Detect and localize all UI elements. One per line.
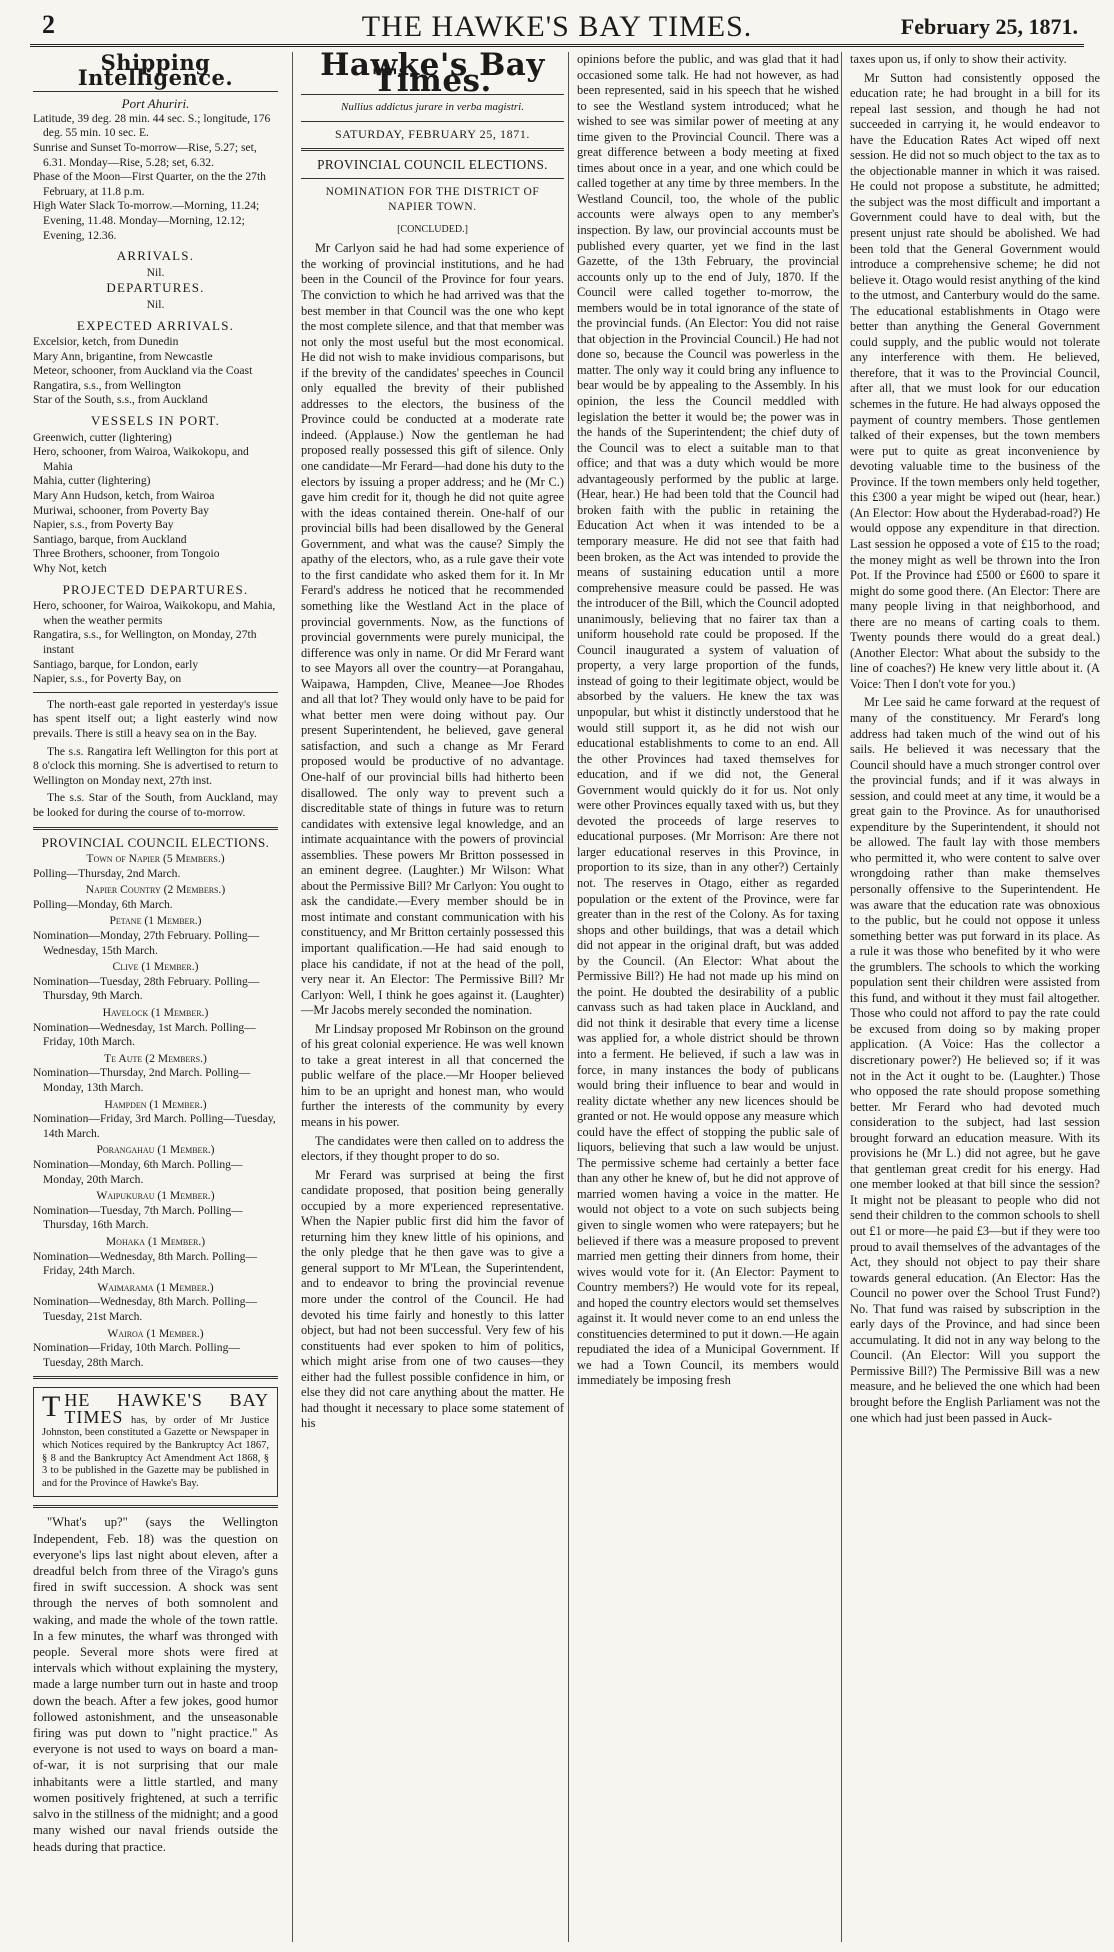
notice-dropcap: T: [42, 1390, 61, 1424]
shipping-heading: Shipping Intelligence.: [77, 52, 234, 90]
article-paragraph: Mr Lee said he came forward at the request of many of the constituency. Mr Ferard's long address had taken much of the wind out of his sails. He believed it was necessary that the Council should have a much stronger control over the provincial funds; and if it was always in session, and could meet at any time, it would be a great gain to the Province. As for unauthorised expenditure by the Superintendent, it should not be allowed. The fault lay with those members who permitted it, who were content to salve over wrongdoing rather than make themselves personally offensive to the Superintendent. He was aware that the education rate was obnoxious to the public, but he could not oppose it unless something better was put forward in its place. As a rule it was those who benefited by it who were the grumblers. The schools to which the working population sent their children were assisted from this fund, and without it they must fail altogether. Those who could not afford to pay the rate could be excused from doing so by making proper application. (A Voice: Has the collector a discretionary power?) He believed so; if it was not in the Act it ought to be. (Laughter.) Those who opposed the rate should propose something better. Mr Ferard who had devoted much consideration to the subject, had last session brought forward an education measure. With its provisions he (Mr L.) did not agree, but he gave that gentleman great credit for his energy. Had one member looked at that bill since the session? It might not be pleasant to people who did not send their children to the common schools to shell out £1 or more—he paid £3—but if they were too proud to avail themselves of the advantages of the Act, they should not object to pay their share towards general education. (An Elector: Has the Council no power over the School Trust Fund?) No. That fund was raised by subscription in the early days of the Province, and had since been accumulating. It did not in any way belong to the Council. (An Elector: Will you support the Permissive Bill?) The Permissive Bill was a new measure, and he believed the one which had been brought before the English Parliament was not the one which had just been passed in Auck-: [850, 695, 1100, 1425]
list-item: Muriwai, schooner, from Poverty Bay: [33, 503, 209, 517]
shipping-paragraph: The s.s. Rangatira left Wellington for this port at 8 o'clock this morning. She is advertised to return to Wellington on Monday next, 27th inst.: [33, 744, 278, 787]
arrivals-heading: ARRIVALS.: [116, 248, 195, 264]
elections-list: [33, 852, 278, 1370]
expected-heading: EXPECTED ARRIVALS.: [76, 317, 235, 333]
election-seat: Mohaka (1 Member.): [105, 1234, 206, 1248]
list-item: Meteor, schooner, from Auckland via the Coast: [33, 364, 253, 378]
port-info-line: Latitude, 39 deg. 28 min. 44 sec. S.; longitude, 176 deg. 55 min. 10 sec. E.: [33, 111, 271, 140]
concluded-label: [CONCLUDED.]: [397, 223, 468, 235]
issue-date: February 25, 1871.: [900, 14, 1078, 39]
election-seat: Napier Country (2 Members.): [85, 883, 226, 897]
election-seat: Waipukurau (1 Member.): [96, 1189, 215, 1203]
masthead: [30, 8, 1084, 47]
column-1: [33, 52, 278, 1942]
election-schedule: Polling—Thursday, 2nd March.: [33, 866, 181, 880]
list-item: Hero, schooner, for Wairoa, Waikokopu, and Mahia, when the weather permits: [33, 599, 276, 627]
notice-body: has, by order of Mr Justice Johnston, been constituted a Gazette or Newspaper in which Notices required by the Bankruptcy Act 1867, § 8 and the Bankruptcy Act Amendment Act 1868, § 3 to be published in the Gazette may be published in and for the Province of Hawke's Bay.: [42, 1414, 270, 1489]
list-item: Why Not, ketch: [33, 562, 107, 575]
port-info-line: Sunrise and Sunset To-morrow—Rise, 5.27; set, 6.31. Monday—Rise, 5.28; set, 6.32.: [33, 140, 257, 169]
paper-title: THE HAWKE'S BAY TIMES.: [361, 10, 753, 43]
election-seat: Hampden (1 Member.): [104, 1097, 207, 1111]
port-info: [33, 112, 278, 243]
list-item: Mahia, cutter (lightering): [33, 474, 151, 488]
election-seat: Waimarama (1 Member.): [97, 1280, 214, 1294]
article-paragraph: opinions before the public, and was glad that it had occasioned some talk. He had not however, as had been represented, said in his speech that he wished to see the Westland system introduced; what he wished to see was similar power of meeting at any time given to the Provincial Council. There was a great difference between a body meeting at fixed times about once in a year, and one which could be called together at any time by three members. In the Westland Council, too, the whole of the public accounts were always open to any member's inspection. By law, our provincial accounts must be published every quarter, yet we find in the last Gazette, of the 13th February, the provincial accounts only up to the end of July, 1870. If the Council were called together to-morrow, the members would be in total ignorance of the state of the provincial funds. (An Elector: You did not raise that objection in the Provincial Council.) He had not done so, because the Council was powerless in the matter. The only way it could bring any influence to bear would be by appealing to the Assembly. In his opinion, the less the Council meddled with legislation the better it would be; the power was in the hands of the Superintendent; the chief duty of the Council was to elect a suitable man to that office; and that was a duty which would be more advantageously performed by the public at large. (Hear, hear.) He had been told that the Council had broken faith with the public in retaining the Education Act when it was intended to be a temporary measure. He did not see that faith had been broken, as the Act was intended to provide the means of sustaining education until a more comprehensive measure could be passed. He was the introducer of the Bill, which the Council adopted unanimously, believing that no fairer tax than a uniform household rate could be proposed. If the Council inaugurated a system of valuation of property, a very large proportion of the funds, instead of going to their legitimate object, would be absorbed by the valuers. He knew the tax was unpopular, but whist it distinctly understood that he would still support it, as he did not wish our educational establishments to come to an end. All the other Provinces had taxed themselves for education, and if we did not, the General Government would quickly do it for us. Not only were other Provinces equally taxed with us, but they devoted the proceeds of large reserves to educational purposes. (Mr Morrison: Are there not larger educational reserves in this Province, in proportion to its size, than in any other?) Certainly not. The reserves in Otago, either as regarded population or the extent of the Province, were far greater than in the rest of the Colony. As for taxing shops and other buildings, that was a detail which did not appear in the original draft, but was added by the Council. (An Elector: What about the Permissive Bill?) He had not made up his mind on the point. He doubted the desirability of a public canvass such as had taken place in Auckland, and did not think it desirable that every time a license was applied for, a whole district should be thrown into a ferment. He believed, if such a law was in force, in many instances the body of publicans would bring their influence to bear and would in reality dictate whether any new licences should be granted or not. He would oppose any measure which could have the effect of stopping the public sale of liquors, believing that such a law would be unjust. The permissive scheme had certainly a better face than any other he knew of, but he did not approve of married women having a voice in the matter. He would not object to a vote on such subjects being given to single women who were ratepayers; but he believed if there was a measure proposed to prevent married men getting their dinners from home, their wives would vote for it. (An Elector: Payment to Country members?) He would vote for its repeal, and hoped the country electors would set themselves against it. It would never come to an end unless the constituencies determined to put it down.—He again repudiated the idea of a Municipal Government. If we had a Town Council, its members would immediately be imposing fresh: [577, 52, 839, 1388]
shipping-paragraph: The s.s. Star of the South, from Auckland, may be looked for during the course of to-morrow.: [33, 791, 278, 819]
election-schedule: Nomination—Wednesday, 8th March. Polling—Friday, 24th March.: [33, 1249, 258, 1278]
article-paragraph: taxes upon us, if only to show their activity.: [850, 52, 1067, 66]
election-seat: Clive (1 Member.): [112, 960, 199, 974]
article-paragraph: Mr Sutton had consistently opposed the education rate; he had brought in a bill for its repeal last session, and though he had not succeeded in carrying it, he would endeavor to have the Education Rates Act wiped off next session. He did not so much object to the tax as to the objectionable manner in which it was raised. He could not propose a substitute, he admitted; the subject was the most difficult and important a Government could have to deal with, but the present unjust rate should be abolished. We had been told that the General Government would introduce a comprehensive scheme; he did not believe it. Otago would resist anything of the kind to the utmost, and Canterbury would do the same. The educational establishments in Otago were better than anything the General Government could supply, and the public would not tolerate any interference with them. He believed, therefore, that it was to the Provincial Council, after all, that we must look for our education schemes in the future. He had always opposed the payment of country members. Those gentlemen talked of their expenses, but the town members were put to quite as great inconvenience by devoting valuable time to the business of the Province. If the town members only held together, this £300 a year might be wiped out (hear, hear.) (An Elector: How about the Hyderabad-road?) He would oppose any expenditure in that direction. Last session he opposed a vote of £15 to the road; the money might as well be thrown into the Iron Pot. If the Province had £500 or £600 to spare it might do some good there. (An Elector: There are many people living in that neighborhood, and there are no means of carting coals to them. Twenty pounds there would do a great deal.) (Another Elector: What about the subsidy to the line of coaches?) He knew very little about it. (A Voice: Then I don't vote for you.): [850, 70, 1100, 691]
column-4: [841, 52, 1100, 1942]
elections-heading: PROVINCIAL COUNCIL ELECTIONS.: [41, 834, 270, 850]
election-schedule: Nomination—Tuesday, 7th March. Polling—Thursday, 16th March.: [33, 1203, 243, 1232]
election-schedule: Nomination—Friday, 3rd March. Polling—Tuesday, 14th March.: [33, 1112, 276, 1140]
election-seat: Wairoa (1 Member.): [107, 1326, 204, 1340]
list-item: Napier, s.s., from Poverty Bay: [33, 518, 174, 532]
list-item: Hero, schooner, from Wairoa, Waikokopu, and Mahia: [33, 445, 249, 473]
expected-list: [33, 335, 278, 408]
list-item: Santiago, barque, from Auckland: [33, 532, 187, 546]
departures-value: Nil.: [146, 297, 165, 311]
article-paragraph: Mr Carlyon said he had had some experience of the working of provincial institutions, and he had been in the Council of the Province for four years. The conviction to which he had arrived was that the best member in that Council was the one who kept the most complete silence, and that that member was not only the most useful but the most economical. He did not wish to make invidious comparisons, but if the brevity of the candidates' speeches in Council only equalled the brevity of their published addresses to the electors, the business of the Province could be conducted at a moderate rate indeed. (Applause.) Now the gentleman he had proposed really possessed this gift of silence. Only one candidate—Mr Ferard—had done his duty to the electors by issuing a proper address; and he (Mr C.) gave him credit for it, though he did not quite agree with the ideas contained therein. One-half of our provincial bills had been disallowed by the General Government, and what was the cause? Simply the apathy of the electors, who, as a rule gave their vote to the first candidate who asked them for it. In Mr Ferard's address he noticed that he recommended something like the Westland Act in the place of provincial governments. Now, as the functions of provincial governments were purely municipal, the difference was only in name. Or did Mr Ferard want to see Mayors all over the country—at Porangahau, Waipawa, Hampden, Clive, Meanee—Joe Rhodes and all that lot? They would only have to be paid for what better men were doing without pay. Our present Superintendent, he believed, gave general satisfaction, and such a change as Mr Ferard proposed would be productive of no advantage. One-half of our provincial bills had hitherto been disallowed. The only way to prevent such a discreditable state of things in future was to return candidates with extensive legal knowledge, and an intimate acquaintance with the powers of provincial assemblies. These powers Mr Britton possessed in an eminent degree. (Laughter.) Mr Wilson: What about the Permissive Bill? Mr Carlyon: You ought to ask the candidate.—Every member should be in most intimate and constant communication with his constituency, and Mr Britton certainly possessed this important qualification.—He had said enough to place his candidate, if not at the head of the poll, very near it. An Elector: The Permissive Bill? Mr Carlyon: Well, I think he goes against it. (Laughter)—Mr Jacobs merely seconded the nomination.: [301, 241, 564, 1018]
article-paragraph: The candidates were then called on to address the electors, if they thought proper to do so.: [301, 1133, 564, 1164]
election-schedule: Polling—Monday, 6th March.: [33, 897, 173, 911]
list-item: Greenwich, cutter (lightering): [33, 430, 172, 444]
list-item: Rangatira, s.s., for Wellington, on Monday, 27th instant: [33, 628, 257, 656]
projected-heading: PROJECTED DEPARTURES.: [62, 581, 249, 597]
notice-title: HE HAWKE'S BAY TIMES: [64, 1390, 269, 1427]
election-schedule: Nomination—Wednesday, 8th March. Polling—Tuesday, 21st March.: [33, 1295, 258, 1323]
list-item: Rangatira, s.s., from Wellington: [33, 378, 181, 392]
list-item: Star of the South, s.s., from Auckland: [33, 393, 208, 407]
election-schedule: Nomination—Thursday, 2nd March. Polling—Monday, 13th March.: [33, 1066, 251, 1094]
election-schedule: Nomination—Monday, 6th March. Polling—Monday, 20th March.: [33, 1157, 243, 1186]
port-info-line: Phase of the Moon—First Quarter, on the the 27th February, at 11.8 p.m.: [33, 170, 266, 198]
dateline: SATURDAY, FEBRUARY 25, 1871.: [334, 126, 531, 141]
article-subheading: NOMINATION FOR THE DISTRICT OF NAPIER TOWN.: [325, 185, 540, 214]
column-3: [568, 52, 839, 1942]
election-seat: Te Aute (2 Members.): [104, 1051, 207, 1065]
list-item: Three Brothers, schooner, from Tongoio: [33, 547, 220, 561]
list-item: Mary Ann, brigantine, from Newcastle: [33, 349, 213, 363]
election-seat: Town of Napier (5 Members.): [86, 852, 225, 866]
election-schedule: Nomination—Wednesday, 1st March. Polling—Friday, 10th March.: [33, 1020, 256, 1049]
list-item: Santiago, barque, for London, early: [33, 657, 199, 671]
port-name: Port Ahuriri.: [121, 96, 190, 112]
arrivals-value: Nil.: [146, 265, 165, 279]
projected-list: [33, 599, 278, 687]
election-schedule: Nomination—Monday, 27th February. Polling—Wednesday, 15th March.: [33, 929, 260, 957]
port-info-line: High Water Slack To-morrow.—Morning, 11.24; Evening, 11.48. Monday—Morning, 12.12; Evening, 12.36.: [33, 199, 260, 242]
election-schedule: Nomination—Friday, 10th March. Polling—Tuesday, 28th March.: [33, 1341, 240, 1369]
election-seat: Porangahau (1 Member.): [96, 1143, 215, 1157]
vessels-heading: VESSELS IN PORT.: [90, 413, 221, 429]
paper-motto: Nullius addictus jurare in verba magistri.: [341, 101, 524, 114]
shipping-paragraph: The north-east gale reported in yesterday's issue has spent itself out; a light easterly wind now prevails. There is still a heavy sea on in the Bay.: [33, 697, 278, 740]
vessels-list: [33, 431, 278, 577]
departures-heading: DEPARTURES.: [106, 280, 205, 296]
election-seat: Havelock (1 Member.): [102, 1006, 209, 1020]
page-number: 2: [42, 10, 55, 39]
whats-up-paragraph: "What's up?" (says the Wellington Independent, Feb. 18) was the question on everyone's lips last night about eleven, after a dreadful belch from three of the Virago's guns fired in swift succession. A shock was sent through the nerves of both somnolent and waking, and made the whole of the town rattle. In a few minutes, the wharf was thronged with people. Several more shots were fired at intervals which without explaining the mystery, made a large number turn out in haste and troop down the beach. After a few jokes, good humor followed astonishment, and the unseasonable firing was put down to "night practice." As everyone is not used to ways on board a man-of-war, it is not surprising that our male inhabitants were a little startled, and many women positively frightened, at such a terrific salvo in the stillness of the midnight; and a good many wished our naval friends outside the heads during that practice.: [33, 1515, 278, 1854]
gazette-notice: [33, 1387, 278, 1497]
article-paragraph: Mr Ferard was surprised at being the first candidate proposed, that position being generally occupied by a more experienced representative. When the Napier public first did him the favor of returning him they knew little of his opinions, and the only pledge that he then gave was to give a general support to Mr M'Lean, the Superintendent, and to endeavor to bring the provincial revenue more under the control of the Council. He had devoted his time fairly and honestly to this latter object, but had not been successful. Very few of his constituents had ever spoken to him of politics, which might arise from one of two causes—they either had the fullest possible confidence in him, or else they did not care anything about the matter. He had thought it necessary to place some statement of his: [301, 1167, 564, 1431]
list-item: Mary Ann Hudson, ketch, from Wairoa: [33, 489, 215, 503]
election-seat: Petane (1 Member.): [109, 914, 202, 928]
article-heading: PROVINCIAL COUNCIL ELECTIONS.: [317, 157, 548, 173]
column-2: [292, 52, 564, 1942]
election-schedule: Nomination—Tuesday, 28th February. Polling—Thursday, 9th March.: [33, 974, 260, 1003]
list-item: Napier, s.s., for Poverty Bay, on: [33, 672, 182, 686]
article-paragraph: Mr Lindsay proposed Mr Robinson on the ground of his great colonial experience. He was well known to take a great interest in all that concerned the public welfare of the place.—Mr Hooper believed him to be an upright and honest man, who would further the interests of the community by every means in his power.: [301, 1021, 564, 1129]
list-item: Excelsior, ketch, from Dunedin: [33, 335, 179, 349]
paper-gothic-title: Hawke's Bay Times.: [320, 52, 545, 99]
